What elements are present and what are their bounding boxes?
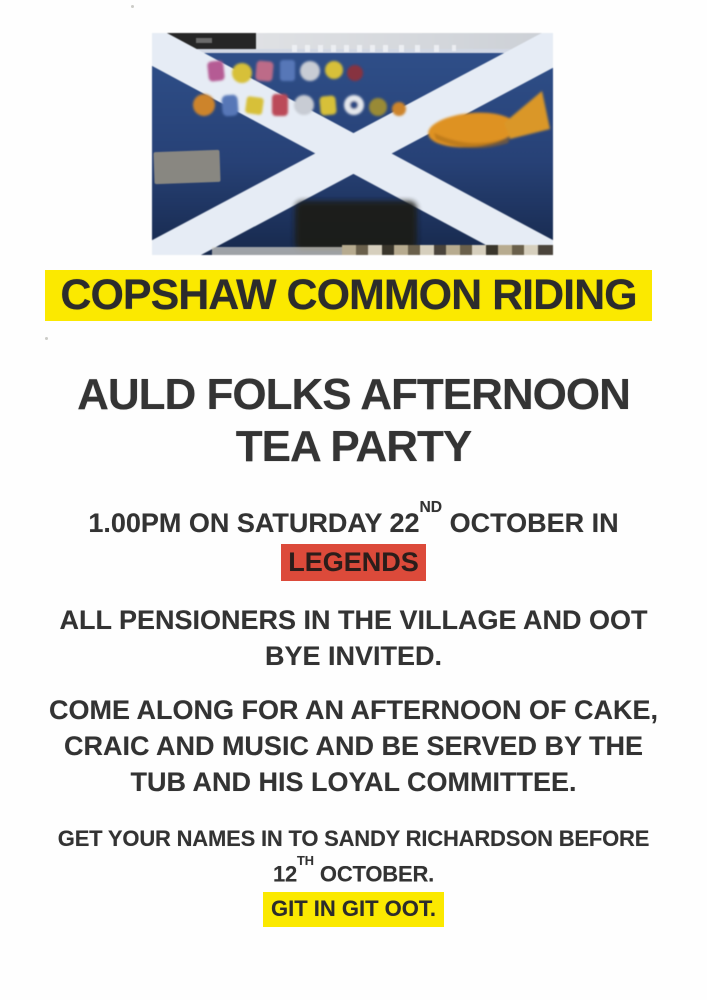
date-text: 1.00PM ON SATURDAY 22 <box>88 508 420 538</box>
rsvp-text <box>0 824 707 889</box>
saltire-flag-graphic <box>152 33 553 255</box>
event-heading <box>0 369 707 473</box>
invite-text <box>0 602 707 674</box>
heading-line-1: AULD FOLKS AFTERNOON <box>77 370 630 419</box>
invite-line-2: BYE INVITED. <box>264 641 443 671</box>
venue-highlight: LEGENDS <box>281 544 426 581</box>
scan-speck <box>131 5 134 8</box>
date-venue <box>0 501 707 581</box>
venue-line <box>0 540 707 581</box>
rsvp-ordinal: TH <box>297 853 315 869</box>
rsvp-line-1: GET YOUR NAMES IN TO SANDY RICHARDSON BEFORE <box>57 826 650 851</box>
details-line-3: TUB AND HIS LOYAL COMMITTEE. <box>130 767 577 797</box>
rsvp-rest: OCTOBER. <box>314 861 435 887</box>
slogan-highlight: GIT IN GIT OOT. <box>263 892 444 927</box>
title-banner <box>45 270 652 321</box>
flag-top-edge <box>152 49 553 53</box>
scan-speck <box>45 337 48 340</box>
invite-line-1: ALL PENSIONERS IN THE VILLAGE AND OOT <box>59 605 648 635</box>
details-text <box>0 692 707 800</box>
date-text-rest: OCTOBER IN <box>442 508 619 538</box>
details-line-1: COME ALONG FOR AN AFTERNOON OF CAKE, <box>49 695 658 725</box>
date-line <box>0 501 707 540</box>
details-line-2: CRAIC AND MUSIC AND BE SERVED BY THE <box>63 731 644 761</box>
dark-object <box>295 201 417 251</box>
heading-line-2: TEA PARTY <box>235 422 472 471</box>
date-ordinal: ND <box>419 499 443 517</box>
rsvp-line-2 <box>0 854 707 889</box>
footer-slogan <box>0 892 707 927</box>
grey-label <box>153 150 220 184</box>
saltire-flag-photo <box>152 33 553 255</box>
rsvp-day: 12 <box>272 861 298 887</box>
title-text: COPSHAW COMMON RIDING <box>60 271 637 319</box>
